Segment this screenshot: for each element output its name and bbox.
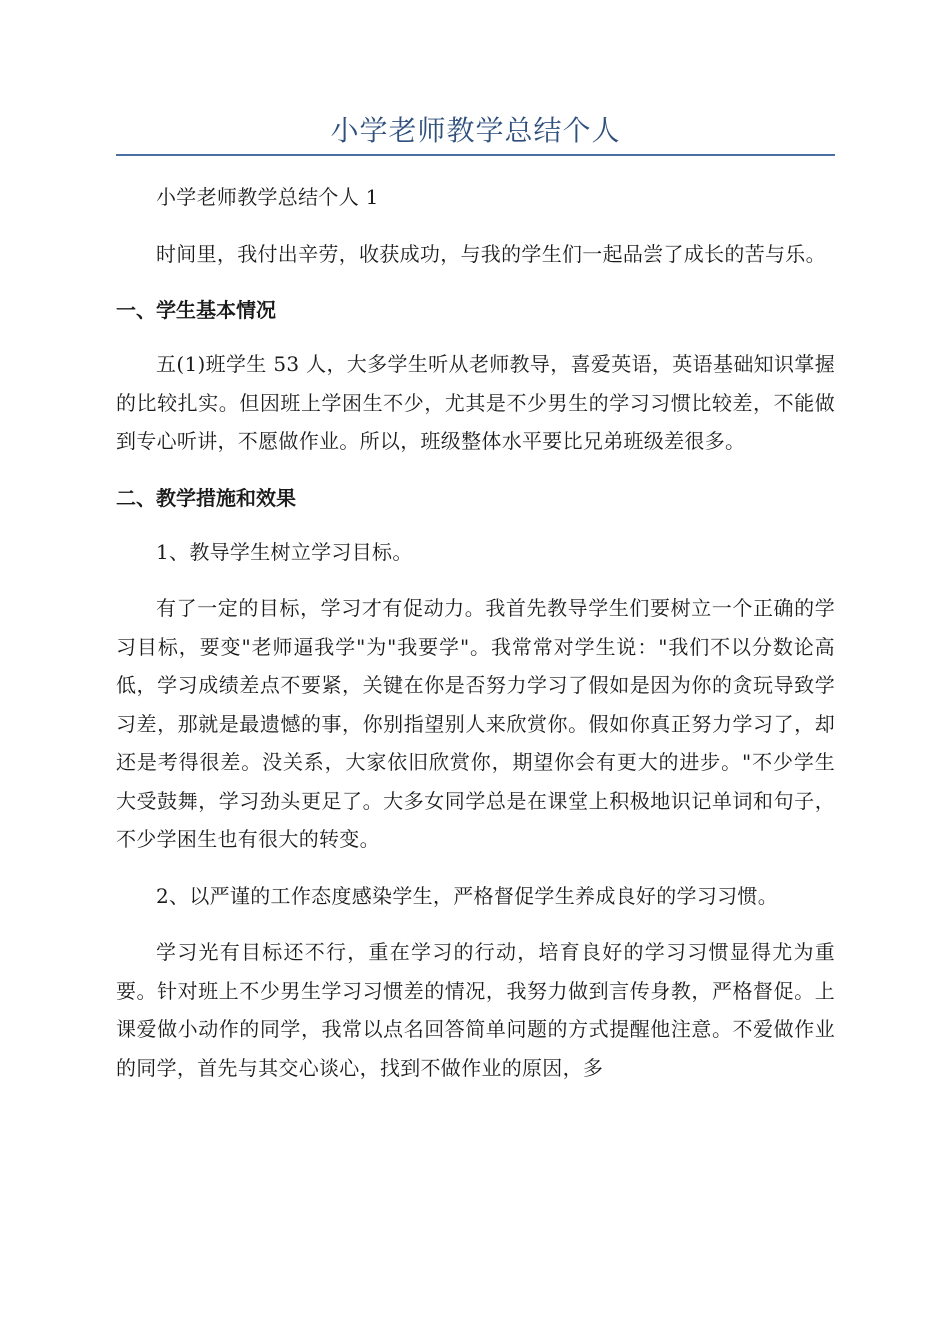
paragraph-goals: 有了一定的目标，学习才有促动力。我首先教导学生们要树立一个正确的学习目标，要变"老师逼我学"为"我要学"。我常常对学生说："我们不以分数论高低，学习成绩差点不要紧，关键在你是否努力学习了假如是因为你的贪玩导致学习差，那就是最遗憾的事，你别指望别人来欣赏你。假如你真正努力学习了，却还是考得很差。没关系，大家依旧欣赏你，期望你会有更大的进步。"不少学生大受鼓舞，学习劲头更足了。大多女同学总是在课堂上积极地识记单词和句子，不少学困生也有很大的转变。 bbox=[116, 596, 835, 851]
section-heading-1: 一、学生基本情况 bbox=[116, 298, 276, 322]
document-title: 小学老师教学总结个人 bbox=[330, 114, 621, 147]
title-underline bbox=[116, 154, 835, 156]
paragraph-point-1: 1、教导学生树立学习目标。 bbox=[156, 539, 413, 564]
paragraph-habits: 学习光有目标还不行，重在学习的行动，培育良好的学习习惯显得尤为重要。针对班上不少男生学习习惯差的情况，我努力做到言传身教，严格督促。上课爱做小动作的同学，我常以点名回答简单问题的方式提醒他注意。不爱做作业的同学，首先与其交心谈心，找到不做作业的原因，多 bbox=[116, 940, 835, 1080]
paragraph-class-situation: 五(1)班学生 53 人，大多学生听从老师教导，喜爱英语，英语基础知识掌握的比较扎实。但因班上学困生不少，尤其是不少男生的学习习惯比较差，不能做到专心听讲，不愿做作业。所以，班级整体水平要比兄弟班级差很多。 bbox=[116, 352, 835, 453]
document-page bbox=[116, 112, 835, 1105]
paragraph-point-2: 2、以严谨的工作态度感染学生，严格督促学生养成良好的学习习惯。 bbox=[156, 883, 779, 908]
section-heading-2: 二、教学措施和效果 bbox=[116, 485, 296, 510]
paragraph-subtitle: 小学老师教学总结个人 1 bbox=[156, 185, 379, 209]
paragraph-intro: 时间里，我付出辛劳，收获成功，与我的学生们一起品尝了成长的苦与乐。 bbox=[156, 241, 826, 266]
